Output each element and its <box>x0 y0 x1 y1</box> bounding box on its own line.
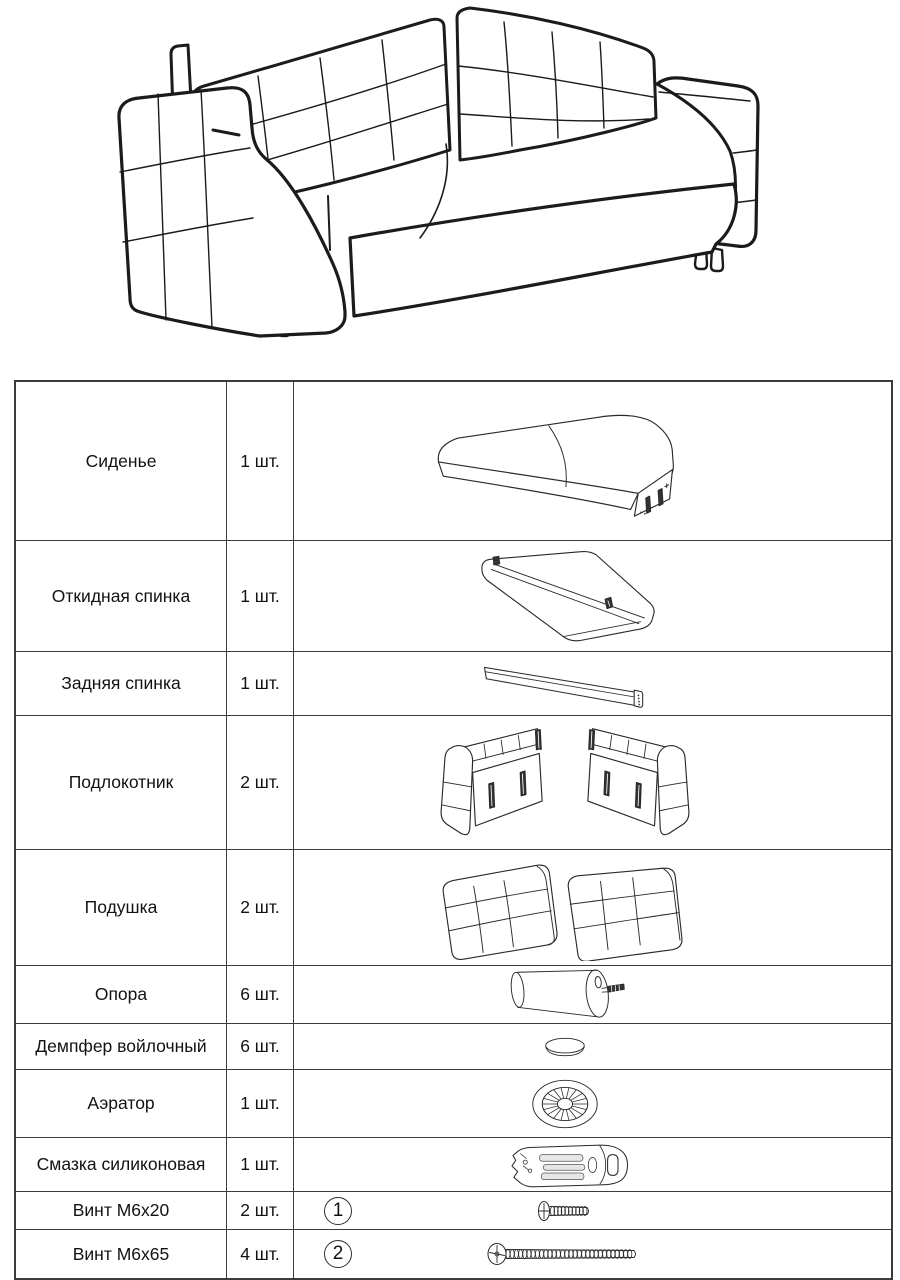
table-row <box>15 1192 892 1230</box>
folding-backrest-drawing-icon <box>467 545 663 648</box>
table-row <box>15 652 892 716</box>
sofa-illustration <box>100 0 780 350</box>
part-qty: 1 шт. <box>227 1138 294 1192</box>
table-row <box>15 1138 892 1192</box>
part-name: Сиденье <box>15 381 227 541</box>
part-illustration-cell <box>294 1192 893 1230</box>
part-illustration-cell <box>294 541 893 652</box>
part-name: Аэратор <box>15 1070 227 1138</box>
part-illustration-cell <box>294 966 893 1024</box>
part-qty: 6 шт. <box>227 966 294 1024</box>
seat-drawing-icon <box>427 403 703 519</box>
part-qty: 2 шт. <box>227 1192 294 1230</box>
part-name: Демпфер войлочный <box>15 1024 227 1070</box>
step-marker-badge: 1 <box>324 1197 352 1225</box>
armrest-pair-drawing-icon <box>436 723 694 843</box>
part-qty: 1 шт. <box>227 381 294 541</box>
part-illustration-cell <box>294 1138 893 1192</box>
part-illustration-cell <box>294 381 893 541</box>
part-qty: 2 шт. <box>227 850 294 966</box>
part-illustration-cell <box>294 652 893 716</box>
part-name: Подушка <box>15 850 227 966</box>
felt-damper-drawing-icon <box>542 1036 588 1058</box>
table-row <box>15 850 892 966</box>
screw-m6x20-drawing-icon <box>535 1197 595 1225</box>
table-row <box>15 1230 892 1280</box>
sofa-line-art-icon <box>100 0 780 350</box>
parts-table <box>14 380 893 1280</box>
part-name: Винт М6х65 <box>15 1230 227 1280</box>
part-name: Винт М6х20 <box>15 1192 227 1230</box>
part-illustration-cell <box>294 1230 893 1280</box>
part-qty: 6 шт. <box>227 1024 294 1070</box>
part-name: Откидная спинка <box>15 541 227 652</box>
part-name: Задняя спинка <box>15 652 227 716</box>
table-row <box>15 1024 892 1070</box>
cushion-pair-drawing-icon <box>430 855 700 961</box>
table-row <box>15 381 892 541</box>
table-row <box>15 966 892 1024</box>
part-illustration-cell <box>294 1070 893 1138</box>
part-name: Подлокотник <box>15 716 227 850</box>
part-name: Опора <box>15 966 227 1024</box>
part-illustration-cell <box>294 1024 893 1070</box>
step-marker-badge: 2 <box>324 1240 352 1268</box>
part-qty: 1 шт. <box>227 652 294 716</box>
part-qty: 1 шт. <box>227 1070 294 1138</box>
part-qty: 1 шт. <box>227 541 294 652</box>
screw-m6x65-drawing-icon <box>486 1239 644 1269</box>
leg-drawing-icon <box>503 967 627 1022</box>
part-illustration-cell <box>294 716 893 850</box>
grease-sachet-drawing-icon <box>494 1141 636 1189</box>
table-row <box>15 541 892 652</box>
aerator-drawing-icon <box>529 1077 601 1131</box>
part-qty: 4 шт. <box>227 1230 294 1280</box>
part-qty: 2 шт. <box>227 716 294 850</box>
table-row <box>15 716 892 850</box>
rear-panel-drawing-icon <box>475 656 655 711</box>
table-row <box>15 1070 892 1138</box>
part-name: Смазка силиконовая <box>15 1138 227 1192</box>
part-illustration-cell <box>294 850 893 966</box>
